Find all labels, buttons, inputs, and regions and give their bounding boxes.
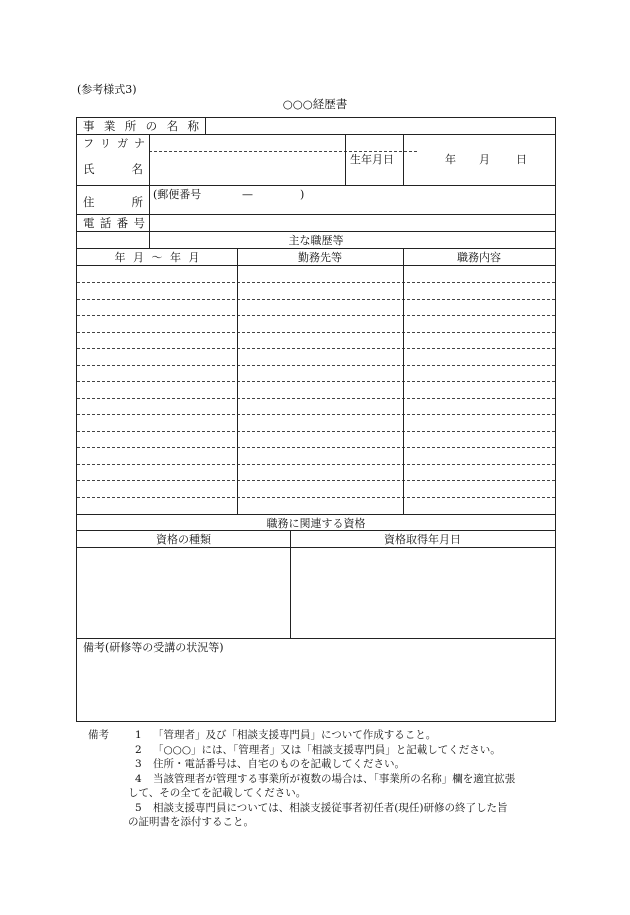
- note-text: 住所・電話番号は、自宅のものを記載してください。: [153, 758, 405, 770]
- note-text: 相談支援専門員については、相談支援従事者初任者(現任)研修の終了した旨: [153, 801, 508, 814]
- remarks-label: 備考(研修等の受講の状況等): [83, 641, 224, 654]
- row-divider: [77, 530, 555, 531]
- label-char: 称: [187, 119, 199, 133]
- career-entry-line: [77, 299, 555, 300]
- birth-month-unit: 月: [479, 153, 490, 166]
- label-char: ナ: [134, 137, 145, 150]
- qualifications-heading: 職務に関連する資格: [266, 517, 366, 530]
- name-label: [83, 164, 143, 176]
- note-number: 4: [135, 772, 142, 785]
- career-entry-line: [77, 447, 555, 448]
- label-char: 住: [83, 195, 95, 209]
- note-lead: [88, 772, 135, 787]
- qualification-type-header: 資格の種類: [156, 533, 211, 546]
- row-divider: [77, 638, 555, 639]
- career-entry-line: [77, 497, 555, 498]
- label-char: 号: [133, 216, 145, 230]
- label-char: 所: [124, 119, 137, 133]
- birth-day-unit: 日: [516, 153, 527, 166]
- phone-label: [83, 218, 145, 230]
- career-entry-line: [77, 480, 555, 481]
- career-entry-line: [77, 464, 555, 465]
- note-number: 2: [135, 743, 142, 756]
- note-lead: 備考: [88, 729, 109, 741]
- birthdate-divider: [345, 134, 346, 185]
- note-lead: [88, 757, 135, 772]
- note-continuation: して、その全てを記載してください。: [128, 787, 307, 799]
- label-char: 電: [83, 216, 95, 230]
- note-lead: [88, 801, 135, 816]
- career-column-divider: [237, 248, 238, 514]
- office-name-label: [83, 121, 199, 133]
- address-label: [83, 197, 143, 209]
- career-period-header: 年 月 〜 年 月: [114, 251, 200, 264]
- resume-form: [76, 117, 556, 722]
- furigana-divider: [149, 151, 417, 152]
- label-char: 話: [99, 216, 112, 230]
- postal-code-close: ): [300, 188, 305, 201]
- note-continuation: の証明書を添付すること。: [128, 816, 254, 828]
- career-employer-header: 勤務先等: [298, 251, 342, 264]
- career-entry-line: [77, 332, 555, 333]
- row-divider: [77, 265, 555, 266]
- birthdate-label: 生年月日: [350, 153, 394, 166]
- label-char: 番: [116, 216, 129, 230]
- qualification-column-divider: [290, 530, 291, 638]
- note-item: [88, 757, 563, 772]
- label-char: 氏: [83, 162, 95, 176]
- note-lead: [88, 743, 135, 758]
- note-text: 「管理者」及び「相談支援専門員」について作成すること。: [153, 729, 437, 741]
- note-item: [88, 728, 563, 743]
- note-number: 5: [135, 801, 142, 814]
- notes-section: [88, 728, 563, 830]
- label-char: リ: [100, 137, 111, 150]
- note-item: [88, 772, 563, 787]
- birthdate-value-divider: [403, 134, 404, 185]
- birth-year-unit: 年: [445, 153, 456, 166]
- label-char: ガ: [117, 137, 128, 150]
- document-title: ○○○経歴書: [282, 97, 348, 111]
- row-divider: [77, 248, 555, 249]
- qualification-date-header: 資格取得年月日: [384, 533, 461, 546]
- label-char: 名: [166, 119, 179, 133]
- label-char: 所: [131, 195, 143, 209]
- row-divider: [77, 547, 555, 548]
- career-entry-line: [77, 398, 555, 399]
- career-entry-line: [77, 365, 555, 366]
- career-entry-line: [77, 315, 555, 316]
- label-char: 名: [131, 162, 143, 176]
- career-entry-line: [77, 381, 555, 382]
- row-divider: [77, 514, 555, 515]
- career-heading: 主な職歴等: [288, 234, 344, 247]
- note-number: 3: [135, 758, 142, 770]
- note-number: 1: [135, 729, 142, 741]
- career-column-divider: [403, 248, 404, 514]
- form-number-label: (参考様式3): [77, 83, 137, 96]
- label-char: の: [145, 119, 158, 133]
- note-text: 「○○○」には、「管理者」又は「相談支援専門員」と記載してください。: [153, 743, 501, 756]
- career-entry-line: [77, 282, 555, 283]
- note-text: 当該管理者が管理する事業所が複数の場合は、「事業所の名称」欄を適宜拡張: [153, 772, 516, 785]
- career-entry-line: [77, 431, 555, 432]
- postal-code-dash: —: [242, 188, 253, 201]
- note-item: [88, 801, 563, 816]
- label-column-divider: [149, 134, 150, 248]
- note-item: [88, 743, 563, 758]
- label-char: 事: [83, 119, 95, 133]
- career-entry-line: [77, 348, 555, 349]
- postal-code-open: (郵便番号: [153, 188, 202, 201]
- label-char: 業: [103, 119, 116, 133]
- career-entry-line: [77, 414, 555, 415]
- career-duties-header: 職務内容: [457, 251, 501, 264]
- office-name-divider: [205, 118, 206, 134]
- furigana-label: [83, 138, 145, 149]
- label-char: フ: [83, 137, 94, 150]
